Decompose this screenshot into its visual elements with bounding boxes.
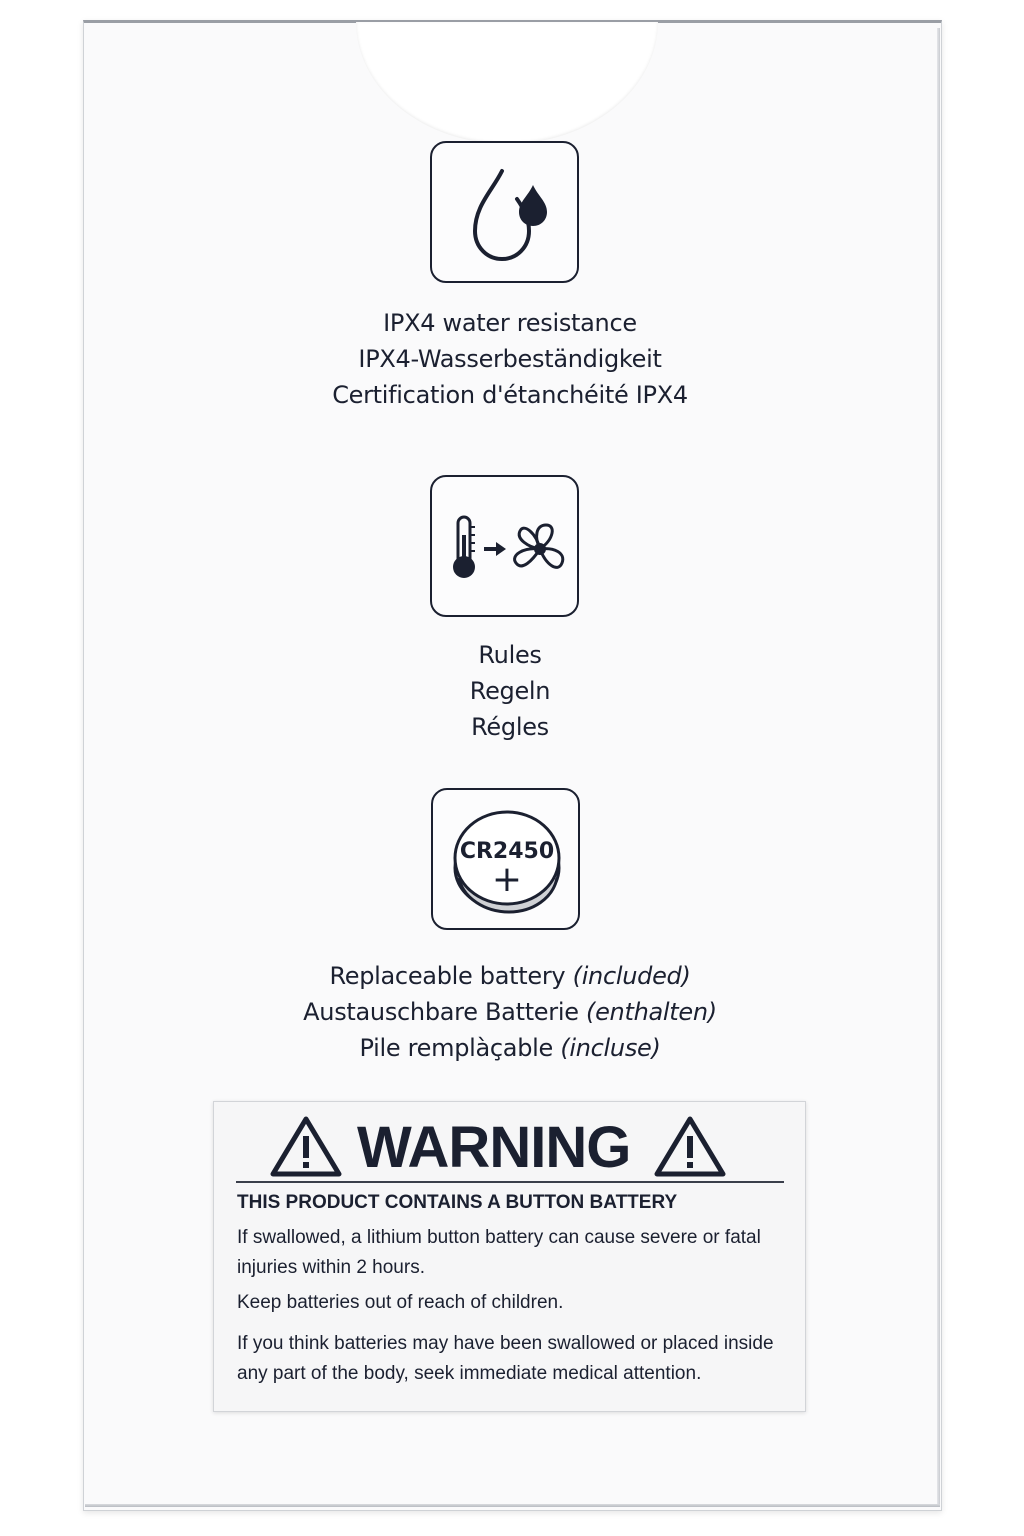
warning-paragraph-swallow-risk: If swallowed, a lithium button battery can cause severe or fatal injuries within 2 hours. [237,1227,761,1278]
caption-line-fr: Certification d'étanchéité IPX4 [332,381,688,409]
battery-model-label: CR2450 [459,839,555,864]
caption-line-de: Regeln [469,677,551,705]
water-resistance-caption [200,305,820,413]
warning-header [214,1112,807,1182]
caption-line-en: Rules [478,641,542,669]
warning-triangle-icon [653,1114,727,1178]
button-battery-warning-label [213,1101,806,1412]
caption-line-fr: Pile remplàçable (incluse) [359,1034,661,1062]
warning-paragraph-keep-away: Keep batteries out of reach of children. [237,1292,564,1313]
rules-icon-box [430,475,579,617]
battery-caption [200,958,820,1066]
battery-icon-box [431,788,580,930]
thermometer-fan-icon [432,477,581,619]
battery-plus-sign: + [491,859,523,900]
caption-line-en: Replaceable battery (included) [329,962,691,990]
caption-line-de: IPX4-Wasserbeständigkeit [358,345,662,373]
warning-triangle-icon [269,1114,343,1178]
water-drops-icon [432,143,581,285]
packaging-bottom-edge [85,1504,940,1507]
rules-caption [200,637,820,745]
water-resistance-icon-box [430,141,579,283]
coin-battery-icon [433,790,582,932]
caption-line-de: Austauschbare Batterie (enthalten) [303,998,717,1026]
warning-title: WARNING [357,1115,631,1180]
warning-divider [236,1181,784,1183]
caption-line-fr: Régles [471,713,549,741]
warning-paragraph-medical-attention: If you think batteries may have been swallowed or placed inside any part of the body, seek immediate medical attention. [237,1333,774,1384]
packaging-side-edge [937,28,940,1506]
warning-subtitle: THIS PRODUCT CONTAINS A BUTTON BATTERY [237,1192,678,1213]
caption-line-en: IPX4 water resistance [383,309,637,337]
